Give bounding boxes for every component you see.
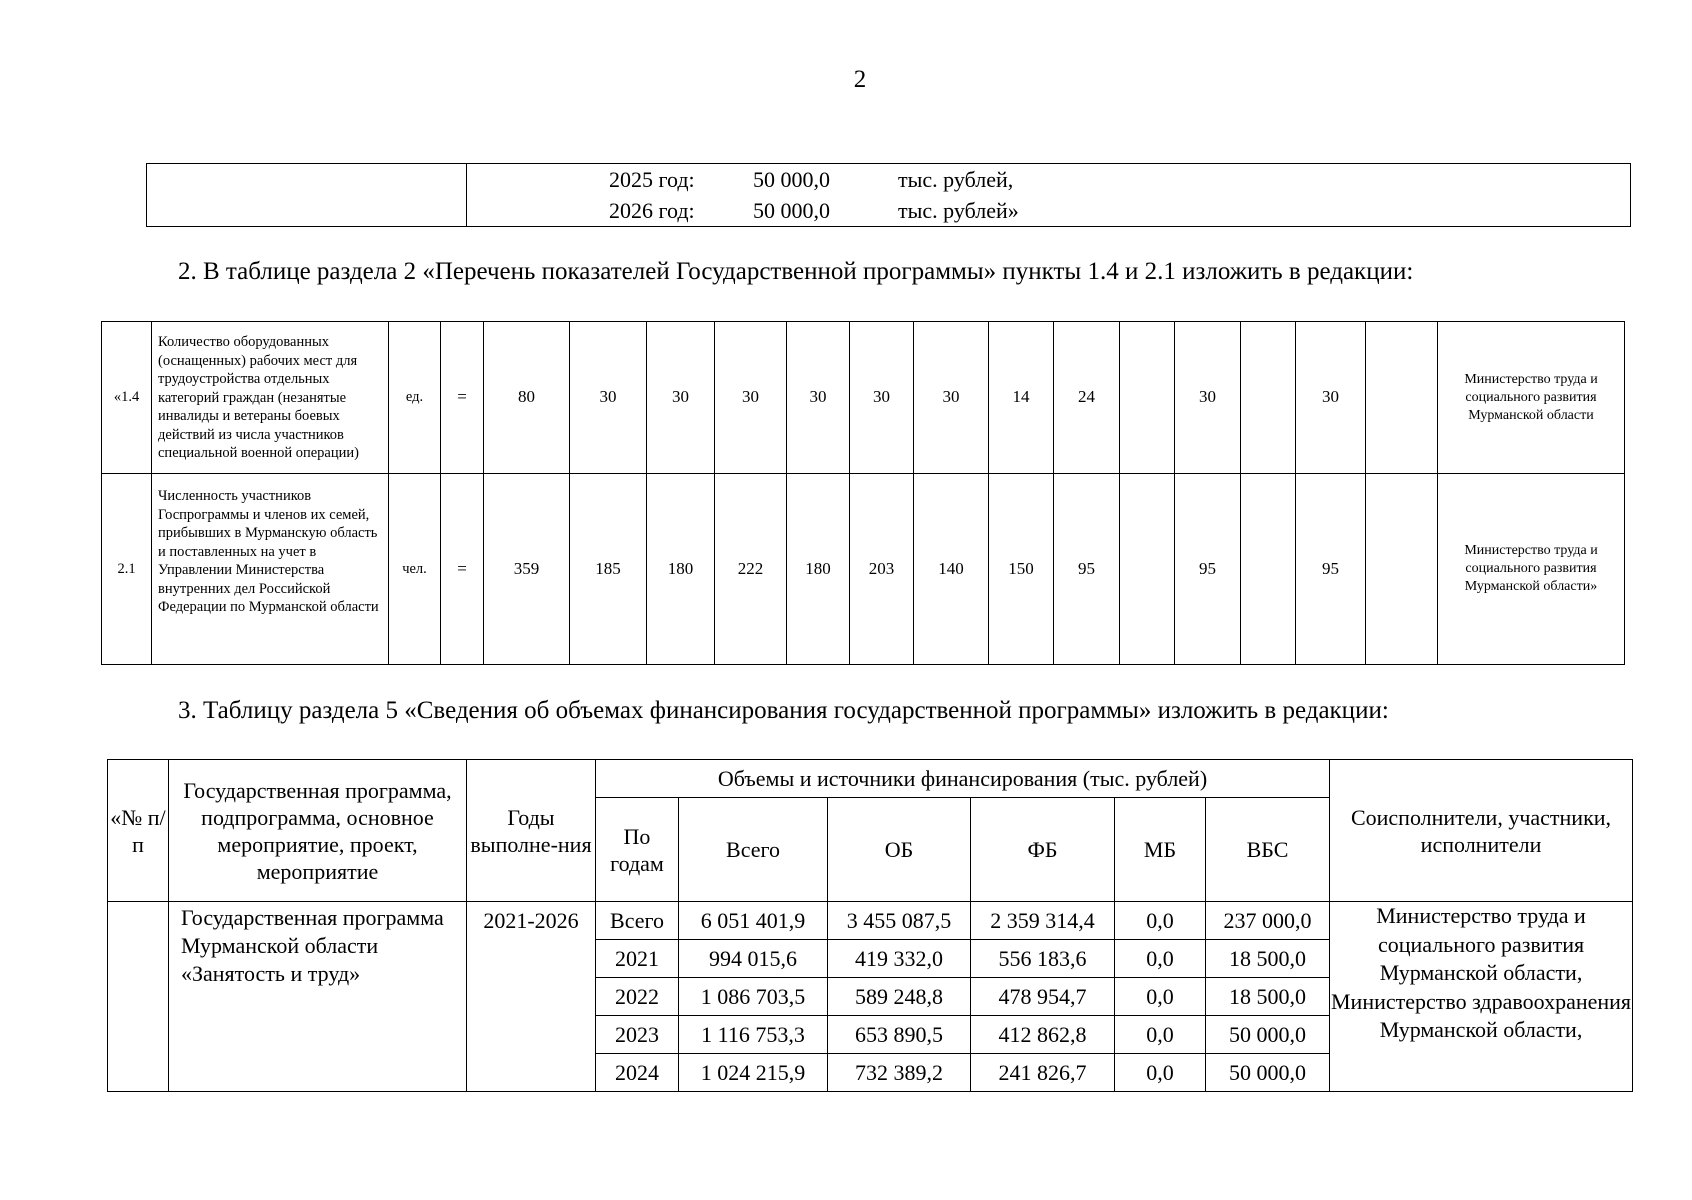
value-cell: 24 (1054, 322, 1120, 474)
value-cell: 359 (484, 474, 570, 665)
value-cell: 30 (787, 322, 850, 474)
value-cell: 30 (850, 322, 914, 474)
indicator-name: Численность участников Госпрограммы и членов их семей, прибывших в Мурманскую область и поставленных на учет в Управлении Министерства внутренних дел Российской Федерации по Мурманской области (152, 474, 389, 665)
value-cell: 95 (1296, 474, 1366, 665)
value-cell: 30 (1175, 322, 1241, 474)
total-cell: 1 116 753,3 (679, 1016, 828, 1054)
total-cell: 1 086 703,5 (679, 978, 828, 1016)
value-cell (1241, 474, 1296, 665)
vbs-cell: 50 000,0 (1206, 1054, 1330, 1092)
unit-label: тыс. рублей» (898, 198, 1019, 223)
value-cell: 222 (715, 474, 787, 665)
value-cell: 185 (570, 474, 647, 665)
ob-cell: 419 332,0 (828, 940, 971, 978)
value-cell: 203 (850, 474, 914, 665)
funding-continuation-table (146, 163, 1631, 227)
header-num: «№ п/п (108, 760, 169, 902)
year-cell: Всего (596, 902, 679, 940)
paragraph-3: 3. Таблицу раздела 5 «Сведения об объемах финансирования государственной программы» изложить в редакции: (178, 697, 1389, 724)
value-cell (1366, 322, 1438, 474)
header-vbs: ВБС (1206, 798, 1330, 902)
coexecutors-cell: Министерство труда и социального развития Мурманской области, Министерство здравоохранения Мурманской области, (1330, 902, 1633, 1092)
vbs-cell: 237 000,0 (1206, 902, 1330, 940)
table-row (108, 902, 1633, 940)
value-cell: 95 (1054, 474, 1120, 665)
amount-value: 50 000,0 (753, 198, 830, 223)
program-period: 2021-2026 (467, 902, 596, 1092)
responsible-cell: Министерство труда и социального развития Мурманской области (1438, 322, 1625, 474)
vbs-cell: 18 500,0 (1206, 978, 1330, 1016)
ob-cell: 3 455 087,5 (828, 902, 971, 940)
unit-cell: чел. (389, 474, 441, 665)
value-cell: 140 (914, 474, 989, 665)
paragraph-2: 2. В таблице раздела 2 «Перечень показателей Государственной программы» пункты 1.4 и 2.1 изложить в редакции: (178, 258, 1414, 285)
header-coexecutors: Соисполнители, участники, исполнители (1330, 760, 1633, 902)
value-cell (1120, 322, 1175, 474)
value-cell: 80 (484, 322, 570, 474)
fb-cell: 2 359 314,4 (971, 902, 1115, 940)
amount-value: 50 000,0 (753, 167, 830, 192)
mb-cell: 0,0 (1115, 902, 1206, 940)
program-name: Государственная программа Мурманской области «Занятость и труд» (169, 902, 467, 1092)
vbs-cell: 18 500,0 (1206, 940, 1330, 978)
empty-num-cell (108, 902, 169, 1092)
funding-line (467, 164, 1630, 195)
fb-cell: 241 826,7 (971, 1054, 1115, 1092)
row-number: «1.4 (102, 322, 152, 474)
fb-cell: 412 862,8 (971, 1016, 1115, 1054)
total-cell: 6 051 401,9 (679, 902, 828, 940)
year-cell: 2022 (596, 978, 679, 1016)
unit-label: тыс. рублей, (898, 167, 1014, 192)
value-cell: 30 (570, 322, 647, 474)
value-cell: 180 (787, 474, 850, 665)
responsible-cell: Министерство труда и социального развития Мурманской области» (1438, 474, 1625, 665)
unit-cell: ед. (389, 322, 441, 474)
value-cell: 30 (1296, 322, 1366, 474)
year-label: 2026 год: (609, 198, 695, 223)
header-years: Годы выполне-ния (467, 760, 596, 902)
ob-cell: 589 248,8 (828, 978, 971, 1016)
page-number: 2 (853, 66, 867, 93)
header-ob: ОБ (828, 798, 971, 902)
value-cell: 30 (914, 322, 989, 474)
table-row (102, 322, 1625, 474)
mb-cell: 0,0 (1115, 978, 1206, 1016)
indicator-name: Количество оборудованных (оснащенных) рабочих мест для трудоустройства отдельных категорий граждан (незанятые инвалиды и ветераны боевых действий из числа участников специальной военной операции) (152, 322, 389, 474)
year-cell: 2023 (596, 1016, 679, 1054)
value-cell: 95 (1175, 474, 1241, 665)
year-cell: 2024 (596, 1054, 679, 1092)
value-cell (1366, 474, 1438, 665)
empty-cell (147, 164, 467, 227)
year-cell: 2021 (596, 940, 679, 978)
trend-cell: = (441, 474, 484, 665)
year-label: 2025 год: (609, 167, 695, 192)
mb-cell: 0,0 (1115, 1054, 1206, 1092)
ob-cell: 732 389,2 (828, 1054, 971, 1092)
value-cell: 30 (647, 322, 715, 474)
table-row (102, 474, 1625, 665)
value-cell: 150 (989, 474, 1054, 665)
fb-cell: 556 183,6 (971, 940, 1115, 978)
header-row (108, 760, 1633, 798)
indicators-table (101, 321, 1625, 665)
value-cell (1120, 474, 1175, 665)
value-cell: 180 (647, 474, 715, 665)
trend-cell: = (441, 322, 484, 474)
row-number: 2.1 (102, 474, 152, 665)
mb-cell: 0,0 (1115, 1016, 1206, 1054)
value-cell (1241, 322, 1296, 474)
value-cell: 30 (715, 322, 787, 474)
header-program: Государственная программа, подпрограмма, основное мероприятие, проект, мероприятие (169, 760, 467, 902)
header-total: Всего (679, 798, 828, 902)
funding-years-cell (467, 164, 1631, 227)
header-fb: ФБ (971, 798, 1115, 902)
value-cell: 14 (989, 322, 1054, 474)
total-cell: 994 015,6 (679, 940, 828, 978)
ob-cell: 653 890,5 (828, 1016, 971, 1054)
header-by-year: По годам (596, 798, 679, 902)
vbs-cell: 50 000,0 (1206, 1016, 1330, 1054)
mb-cell: 0,0 (1115, 940, 1206, 978)
header-sources: Объемы и источники финансирования (тыс. рублей) (596, 760, 1330, 798)
funding-line (467, 195, 1630, 226)
total-cell: 1 024 215,9 (679, 1054, 828, 1092)
header-mb: МБ (1115, 798, 1206, 902)
finance-table (107, 759, 1633, 1092)
fb-cell: 478 954,7 (971, 978, 1115, 1016)
